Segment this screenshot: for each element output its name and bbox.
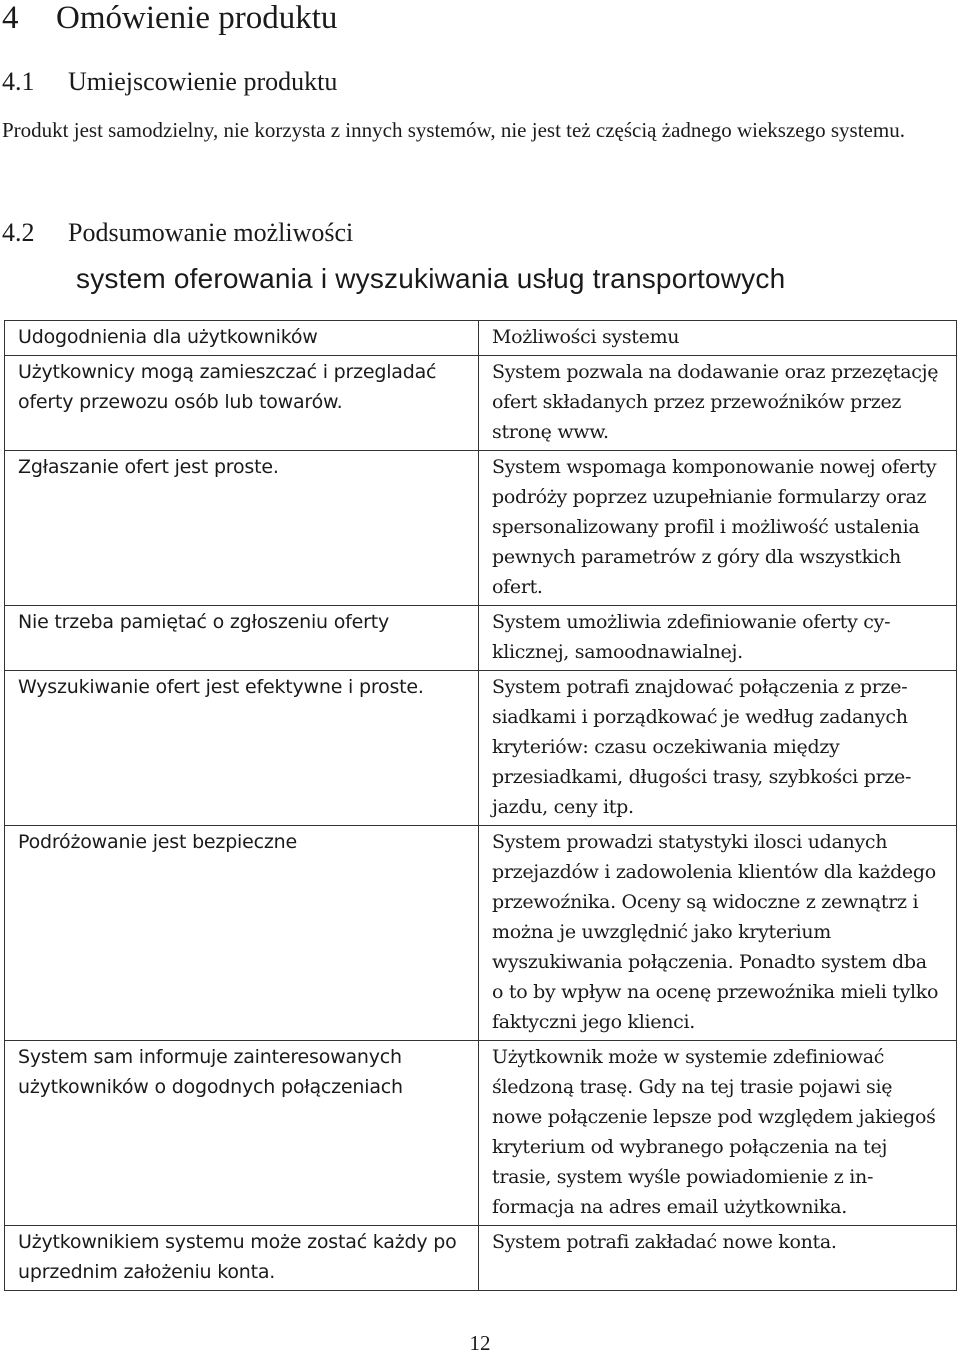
benefit-cell: Zgłaszanie ofert jest proste. [5, 451, 479, 606]
subsection-heading-summary [2, 217, 353, 249]
capability-cell: System pozwala na dodawanie oraz przezętację ofert składanych przez przewoźników przez stronę www. [479, 356, 957, 451]
benefit-cell: Podróżowanie jest bezpieczne [5, 826, 479, 1041]
capability-cell: System umożliwia zdefiniowanie oferty cyklicznej, samoodnawialnej. [479, 606, 957, 671]
table-row [5, 356, 957, 451]
column-header-benefits: Udogodnienia dla użytkowników [5, 321, 479, 356]
column-header-capabilities: Możliwości systemu [479, 321, 957, 356]
capability-cell: System potrafi znajdować połączenia z przesiadkami i porządkować je według zadanych kryteriów: czasu oczekiwania między przesiadkami, długości trasy, szybkości przejazdu, ceny itp. [479, 671, 957, 826]
table-caption: system oferowania i wyszukiwania usług transportowych [76, 263, 786, 294]
section-number: 4 [2, 0, 19, 36]
table-header-row [5, 321, 957, 356]
table-row [5, 826, 957, 1041]
section-heading [2, 0, 337, 38]
subsection-number: 4.2 [2, 218, 35, 247]
benefit-cell: Nie trzeba pamiętać o zgłoszeniu oferty [5, 606, 479, 671]
placement-paragraph: Produkt jest samodzielny, nie korzysta z innych systemów, nie jest też częścią żadnego wiekszego systemu. [2, 118, 905, 142]
benefit-cell: Użytkownikiem systemu może zostać każdy po uprzednim założeniu konta. [5, 1226, 479, 1291]
capabilities-table [4, 320, 957, 1291]
benefit-cell: System sam informuje zainteresowanych użytkowników o dogodnych połączeniach [5, 1041, 479, 1226]
subsection-number: 4.1 [2, 67, 35, 96]
page-number: 12 [469, 1331, 491, 1355]
subsection-title: Podsumowanie możliwości [68, 218, 354, 247]
capability-cell: System potrafi zakładać nowe konta. [479, 1226, 957, 1291]
section-title: Omówienie produktu [56, 0, 338, 36]
table-row [5, 1226, 957, 1291]
subsection-heading-placement [2, 66, 337, 98]
capability-cell: System wspomaga komponowanie nowej oferty podróży poprzez uzupełnianie formularzy oraz spersonalizowany profil i możliwość ustalenia pewnych parametrów z góry dla wszystkich ofert. [479, 451, 957, 606]
benefit-cell: Użytkownicy mogą zamieszczać i przegladać oferty przewozu osób lub towarów. [5, 356, 479, 451]
table-row [5, 606, 957, 671]
capability-cell: Użytkownik może w systemie zdefiniować śledzoną trasę. Gdy na tej trasie pojawi się nowe połączenie lepsze pod względem jakiegoś kryterium od wybranego połączenia na tej trasie, system wyśle powiadomienie z informacja na adres email użytkownika. [479, 1041, 957, 1226]
capability-cell: System prowadzi statystyki ilosci udanych przejazdów i zadowolenia klientów dla każdego przewoźnika. Oceny są widoczne z zewnątrz i można je uwzględnić jako kryterium wyszukiwania połączenia. Ponadto system dba o to by wpływ na ocenę przewoźnika mieli tylko faktyczni jego klienci. [479, 826, 957, 1041]
table-row [5, 1041, 957, 1226]
table-row [5, 451, 957, 606]
subsection-title: Umiejscowienie produktu [68, 67, 338, 96]
table-row [5, 671, 957, 826]
benefit-cell: Wyszukiwanie ofert jest efektywne i proste. [5, 671, 479, 826]
